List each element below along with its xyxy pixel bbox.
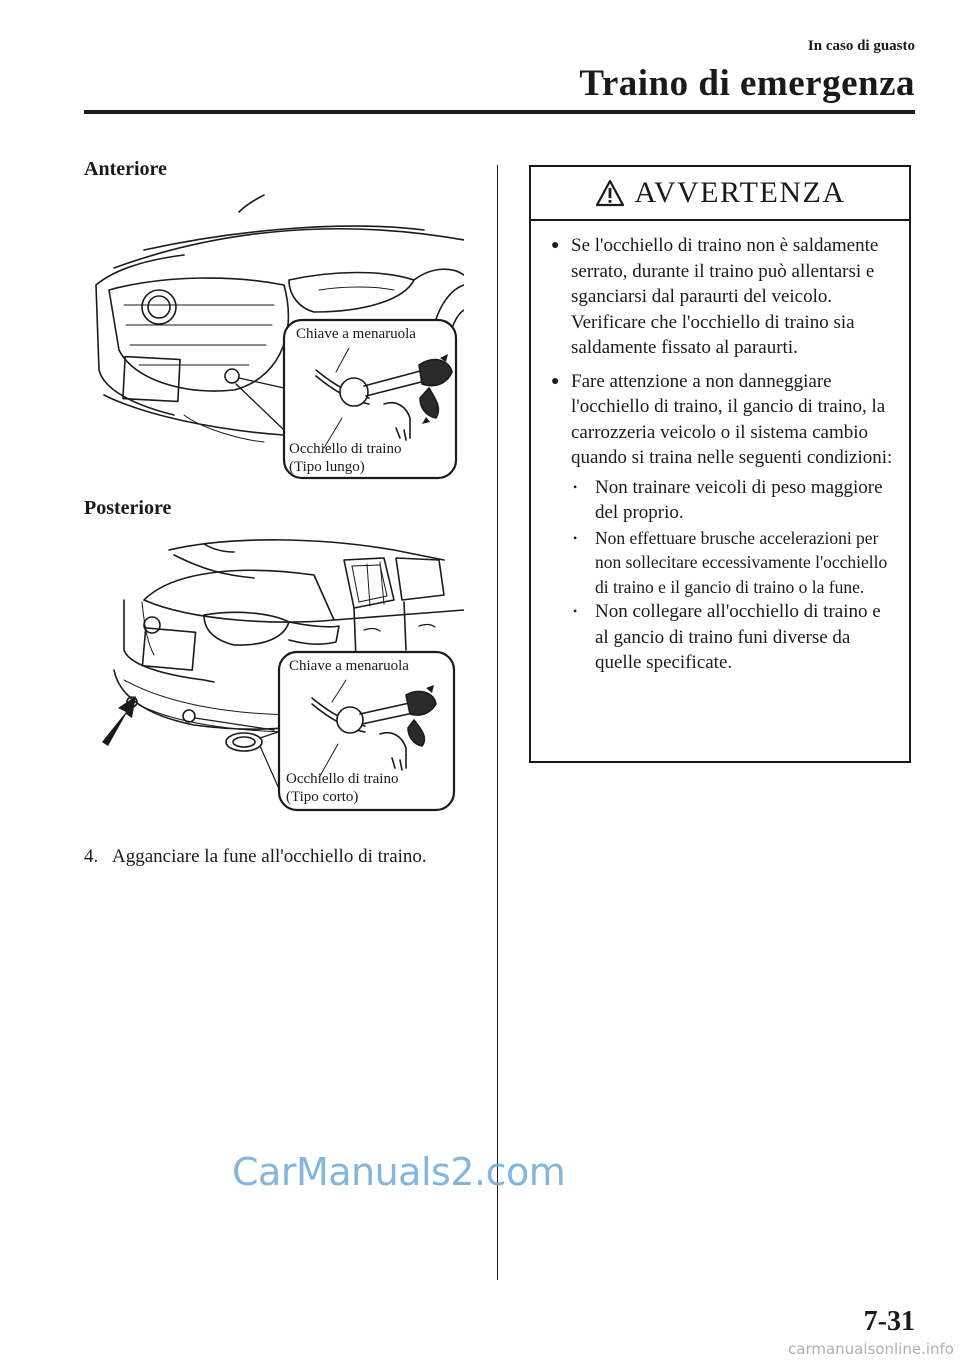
- warning-header: [531, 167, 909, 221]
- front-eye-label: Occhiello di traino (Tipo lungo): [289, 441, 402, 475]
- warning-item-text: Fare attenzione a non danneggiare l'occhiello di traino, il gancio di traino, la carrozzeria veicolo o il sistema cambio quando si traina nelle seguenti condizioni:: [571, 370, 893, 468]
- watermark: CarManuals2.com: [232, 1150, 566, 1194]
- page-number: 7-31: [863, 1306, 915, 1337]
- front-car-illustration: [84, 190, 464, 490]
- warning-title: AVVERTENZA: [634, 176, 846, 209]
- subbullet-icon: •: [573, 530, 578, 545]
- warning-item: [551, 369, 895, 471]
- front-wrench-label: Chiave a menaruola: [296, 326, 416, 342]
- subbullet-icon: •: [573, 479, 578, 494]
- warning-triangle-icon: [595, 179, 625, 207]
- rear-car-illustration: [84, 530, 464, 830]
- front-illustration: [84, 190, 464, 490]
- header-rule: [84, 110, 915, 114]
- step-number: 4.: [84, 846, 99, 867]
- site-watermark: carmanualsonline.info: [788, 1340, 954, 1358]
- warning-item-text: Se l'occhiello di traino non è saldamente serrato, durante il traino può allentarsi e sganciarsi dal paraurti del veicolo. Verificare che l'occhiello di traino sia saldamente fissato al paraurti.: [571, 235, 879, 358]
- warning-subitem: [573, 526, 895, 600]
- warning-subitem-text: Non trainare veicoli di peso maggiore del proprio.: [595, 476, 883, 523]
- section-label: In caso di guasto: [807, 38, 915, 54]
- step-text: Agganciare la fune all'occhiello di traino.: [112, 846, 427, 867]
- rear-heading: Posteriore: [84, 497, 172, 519]
- rear-wrench-label: Chiave a menaruola: [289, 658, 409, 674]
- warning-subitem-text: Non collegare all'occhiello di traino e al gancio di traino funi diverse da quelle specificate.: [595, 601, 881, 673]
- step-4: [84, 846, 427, 868]
- warning-subitem: [573, 599, 895, 676]
- bullet-icon: ●: [551, 238, 560, 253]
- page-title: Traino di emergenza: [579, 63, 915, 104]
- rear-eye-label: Occhiello di traino (Tipo corto): [286, 771, 399, 805]
- warning-subitem-text: Non effettuare brusche accelerazioni per non sollecitare eccessivamente l'occhiello di traino e il gancio di traino o la fune.: [595, 527, 888, 597]
- rear-illustration: [84, 530, 464, 830]
- subbullet-icon: •: [573, 604, 578, 618]
- warning-subitem: [573, 475, 895, 526]
- bullet-icon: ●: [551, 373, 560, 389]
- warning-body: [531, 221, 909, 676]
- warning-sublist: [551, 475, 895, 676]
- warning-box: [529, 165, 911, 763]
- front-heading: Anteriore: [84, 158, 167, 180]
- column-divider: [497, 165, 498, 1280]
- warning-item: [551, 233, 895, 361]
